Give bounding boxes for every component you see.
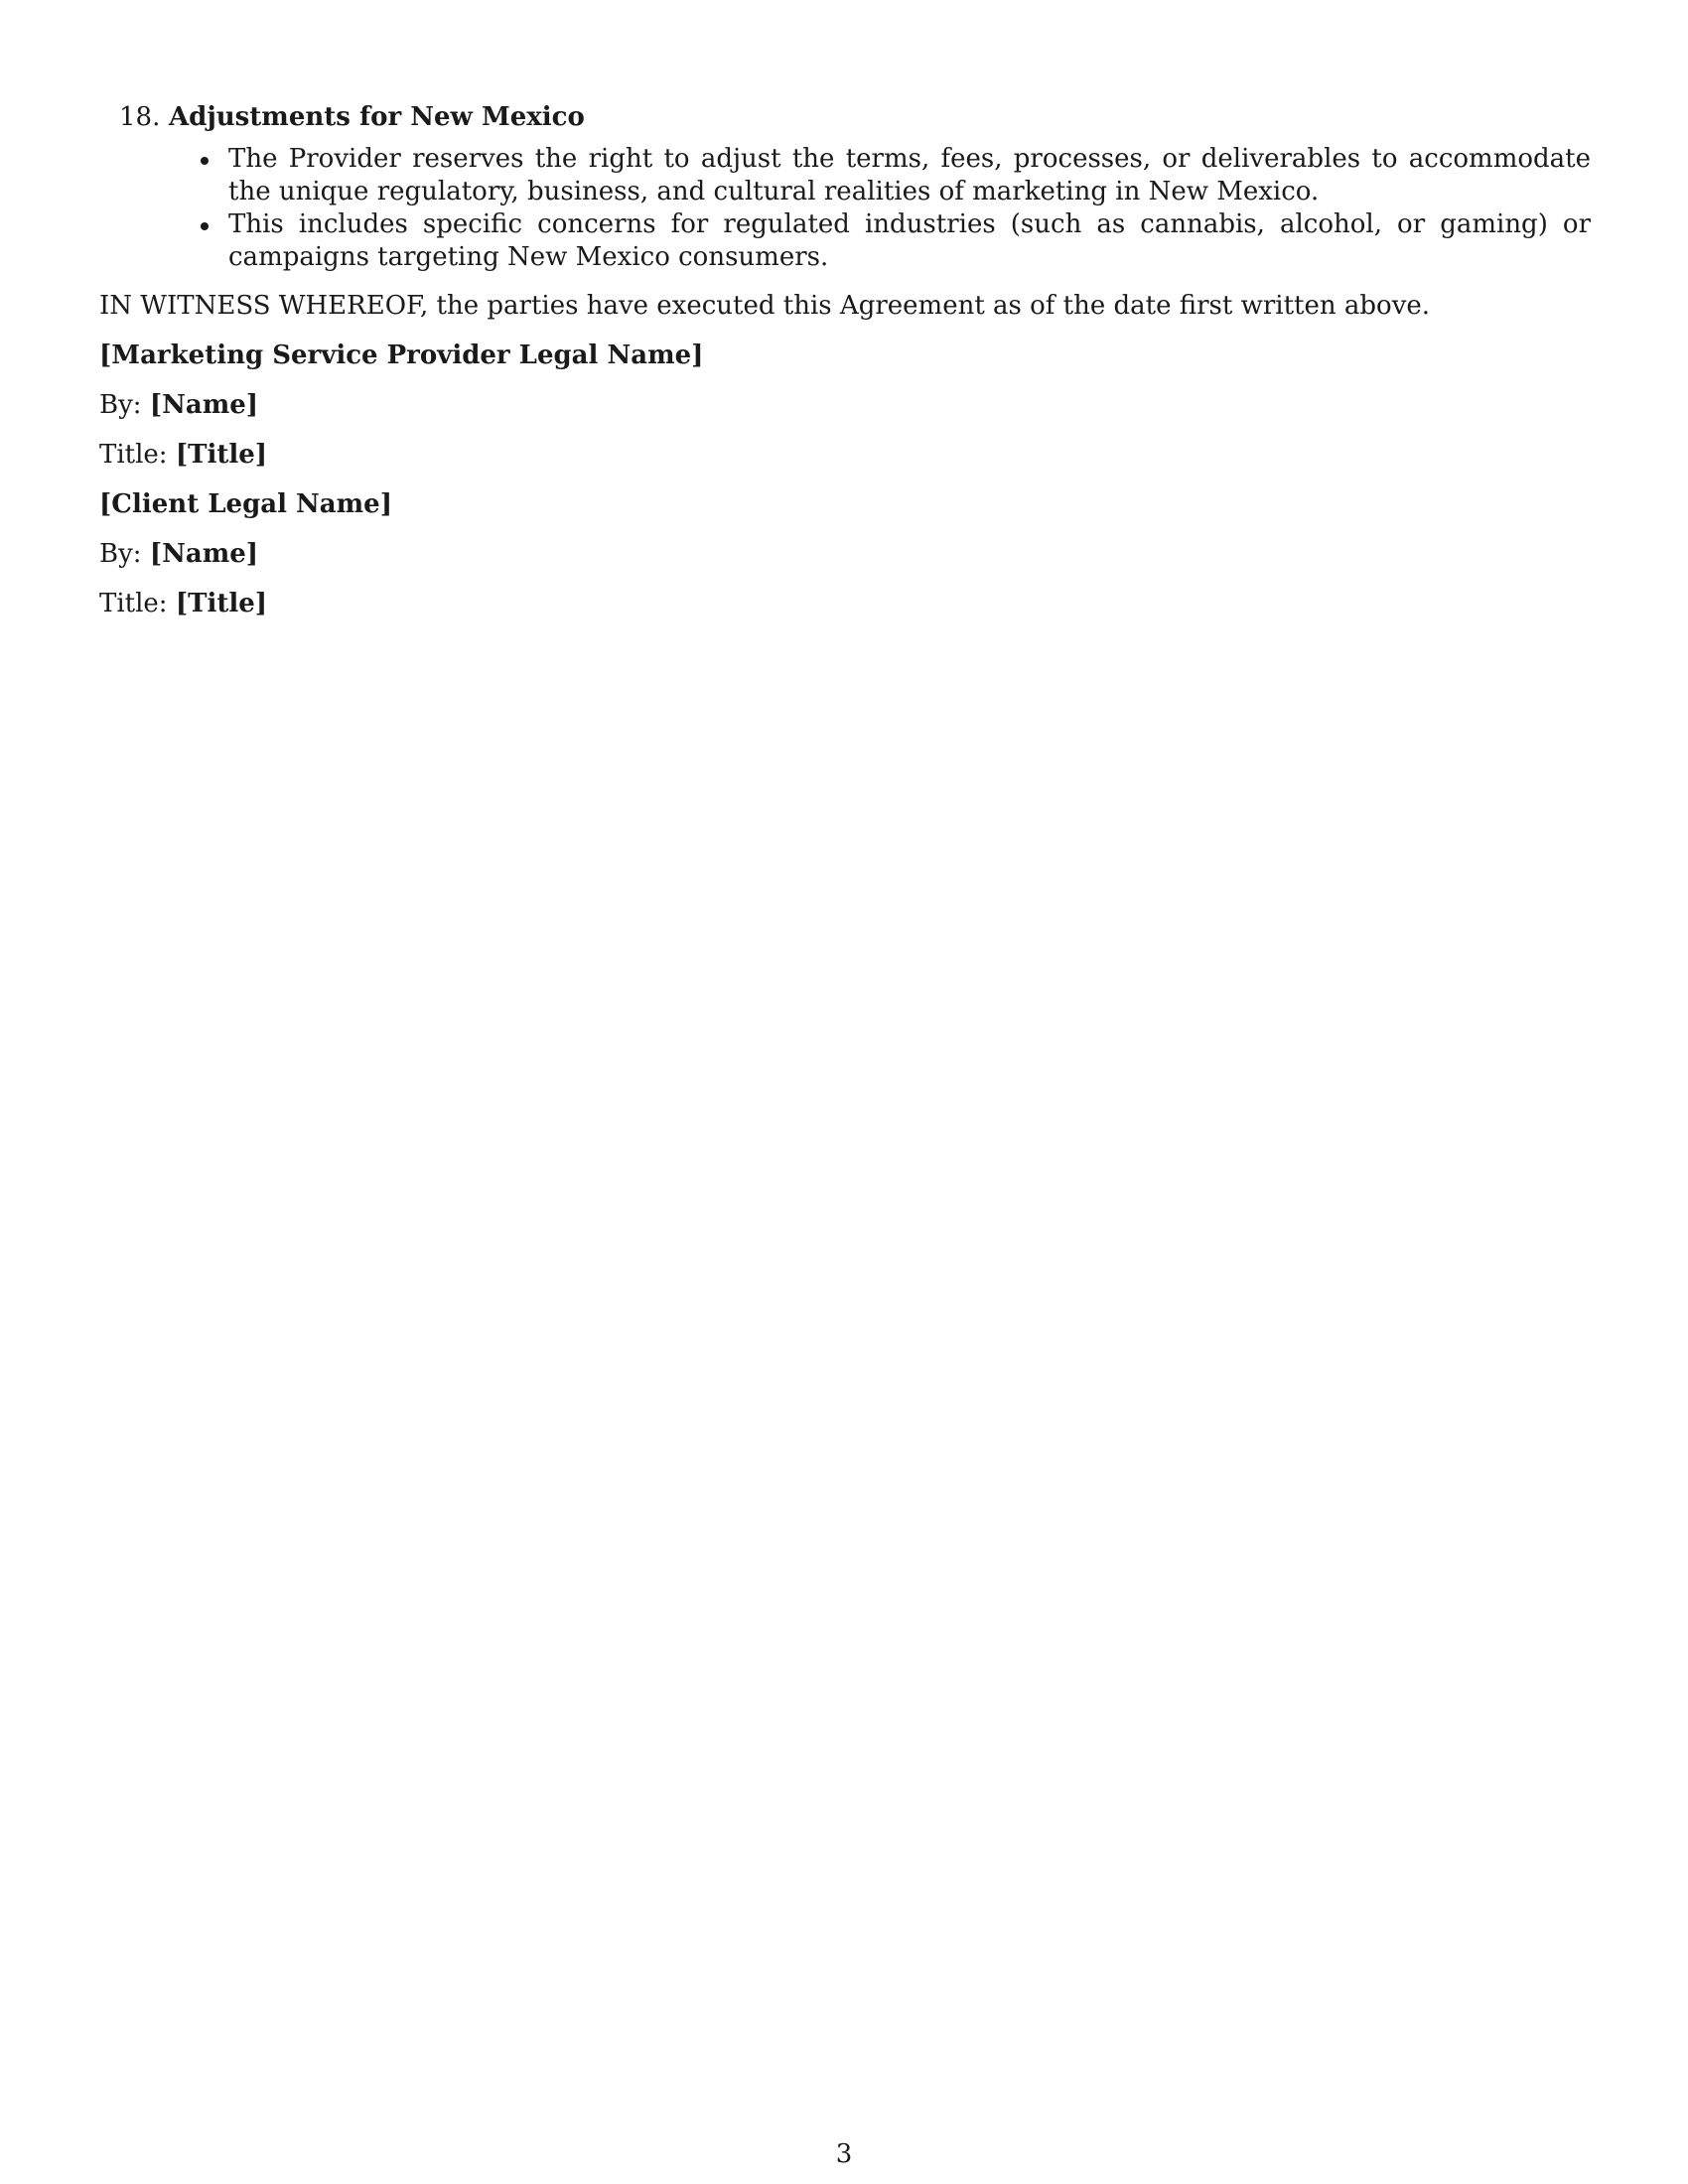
- client-by-line: [99, 536, 1591, 572]
- bullet-text: This includes specific concerns for regulated industries (such as cannabis, alcohol, or gaming) or campaigns targeting New Mexico consumers.: [228, 209, 1591, 272]
- client-legal-name: [Client Legal Name]: [99, 489, 393, 519]
- section-number: 18.: [119, 102, 161, 132]
- client-by-value: [Name]: [149, 539, 259, 569]
- bullet-text: The Provider reserves the right to adjust the terms, fees, processes, or deliverables to accommodate the unique regulatory, business, and cultural realities of marketing in New Mexico.: [228, 144, 1591, 206]
- section-heading: [99, 99, 1591, 135]
- client-by-label: By:: [99, 539, 142, 569]
- section-title: Adjustments for New Mexico: [169, 102, 585, 132]
- provider-title-value: [Title]: [175, 440, 268, 470]
- provider-by-line: [99, 387, 1591, 423]
- provider-by-value: [Name]: [149, 390, 259, 420]
- provider-title-label: Title:: [99, 440, 168, 470]
- client-title-line: [99, 586, 1591, 621]
- provider-by-label: By:: [99, 390, 142, 420]
- document-page: [99, 99, 1591, 621]
- bullet-icon: [201, 157, 209, 165]
- section-bullet-list: [99, 143, 1591, 274]
- bullet-item: [99, 208, 1591, 274]
- client-title-label: Title:: [99, 589, 168, 618]
- bullet-icon: [201, 222, 209, 230]
- witness-statement: IN WITNESS WHEREOF, the parties have executed this Agreement as of the date first written above.: [99, 291, 1431, 321]
- provider-legal-name: [Marketing Service Provider Legal Name]: [99, 341, 704, 370]
- client-title-value: [Title]: [175, 589, 268, 618]
- bullet-item: [99, 143, 1591, 208]
- page-number: 3: [835, 2139, 853, 2169]
- provider-title-line: [99, 437, 1591, 473]
